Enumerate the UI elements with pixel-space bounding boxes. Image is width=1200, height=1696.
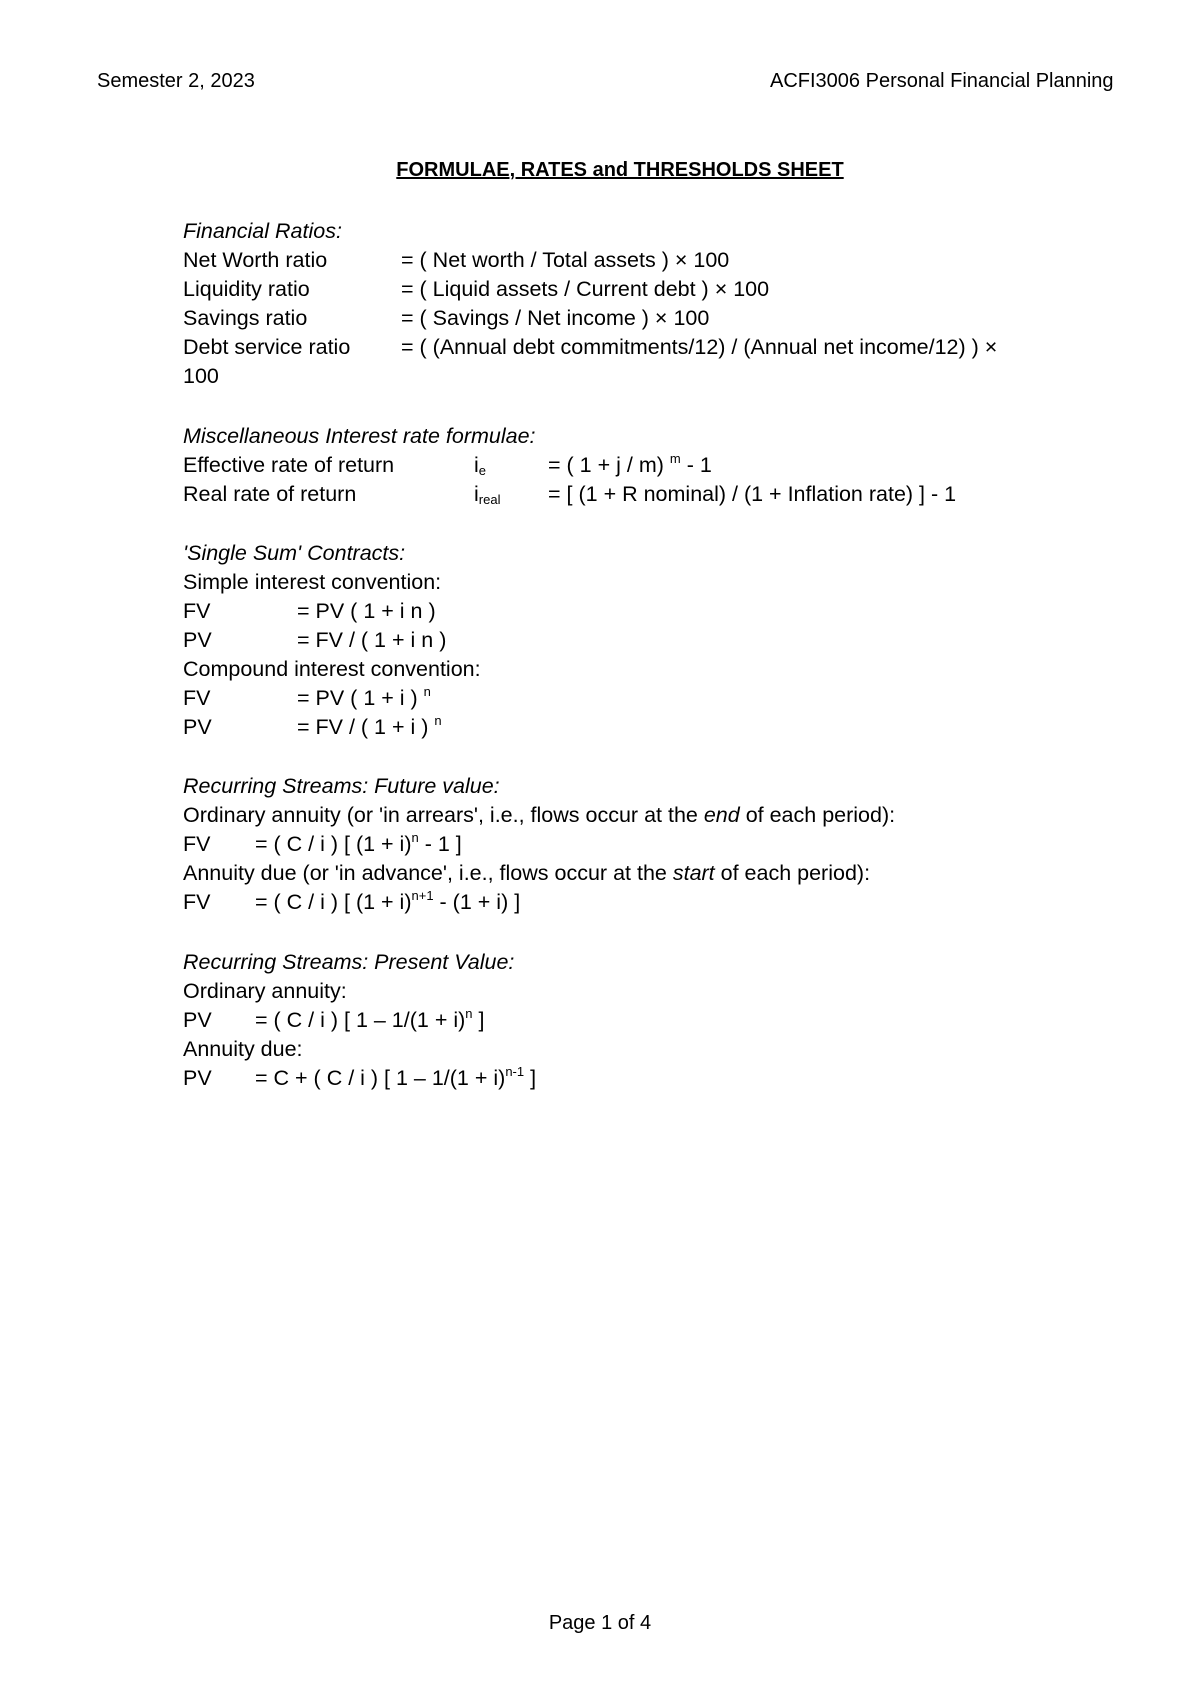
ratio-wrap-text: 100 bbox=[183, 364, 219, 388]
simple-fv-formula: = PV ( 1 + i n ) bbox=[297, 599, 436, 623]
real-rate-symbol: $i_{real}$ bbox=[474, 482, 501, 507]
compound-fv-formula: = PV ( 1 + i ) $^n$ bbox=[297, 684, 431, 710]
ratio-label: Debt service ratio bbox=[183, 335, 351, 359]
ordinary-fv-formula: = ( C / i ) [ $(1 + i)^n - 1$ ] bbox=[255, 830, 462, 856]
header-course: ACFI3006 Personal Financial Planning bbox=[770, 70, 1114, 92]
simple-fv-label: FV bbox=[183, 599, 211, 623]
simple-interest-heading: Simple interest convention: bbox=[183, 570, 442, 594]
compound-pv-formula: = FV / ( 1 + i ) $^n$ bbox=[297, 713, 442, 739]
effective-rate-symbol: $i_e$ bbox=[474, 453, 487, 478]
ordinary-pv-formula: = ( C / i ) [ $1 - 1/(1 + i)^n$ ] bbox=[255, 1006, 485, 1032]
due-pv-label: PV bbox=[183, 1066, 212, 1090]
ratio-label: Liquidity ratio bbox=[183, 277, 310, 301]
real-rate-label: Real rate of return bbox=[183, 482, 357, 506]
page-number: Page 1 of 4 bbox=[548, 1612, 652, 1634]
financial-ratios-heading: Financial Ratios: bbox=[183, 219, 342, 243]
page-title: FORMULAE, RATES and THRESHOLDS SHEET bbox=[396, 159, 844, 181]
interest-heading: Miscellaneous Interest rate formulae: bbox=[183, 424, 536, 448]
ratio-formula: = ( Net worth / Total assets ) × 100 bbox=[401, 248, 730, 272]
real-rate-formula: = [ (1 + R nominal) / (1 + Inflation rate) ] - 1 bbox=[548, 482, 957, 506]
ratio-label: Savings ratio bbox=[183, 306, 308, 330]
compound-pv-label: PV bbox=[183, 715, 212, 739]
effective-rate-formula: = ( 1 + j / m) $^m$ - 1 bbox=[548, 451, 712, 477]
ratio-formula: = ( Savings / Net income ) × 100 bbox=[401, 306, 710, 330]
single-sum-heading: 'Single Sum' Contracts: bbox=[183, 541, 406, 565]
ratio-label: Net Worth ratio bbox=[183, 248, 328, 272]
future-value-heading: Recurring Streams: Future value: bbox=[183, 774, 500, 798]
ratio-formula: = ( (Annual debt commitments/12) / (Annual net income/12) ) × bbox=[401, 335, 998, 359]
ordinary-annuity-heading: Ordinary annuity: bbox=[183, 979, 347, 1003]
effective-rate-label: Effective rate of return bbox=[183, 453, 395, 477]
ordinary-annuity-description: Ordinary annuity (or 'in arrears', i.e., flows occur at the end of each period): bbox=[183, 803, 896, 827]
annuity-due-heading: Annuity due: bbox=[183, 1037, 303, 1061]
due-fv-formula: = ( C / i ) [ $(1 + i)^{n+1} - (1 + i)$ ] bbox=[255, 888, 521, 914]
ratio-formula: = ( Liquid assets / Current debt ) × 100 bbox=[401, 277, 770, 301]
compound-interest-heading: Compound interest convention: bbox=[183, 657, 481, 681]
ordinary-pv-label: PV bbox=[183, 1008, 212, 1032]
due-pv-formula: = C + ( C / i ) [ $1 - 1/(1 + i)^{n-1}$ ] bbox=[255, 1064, 537, 1090]
present-value-heading: Recurring Streams: Present Value: bbox=[183, 950, 515, 974]
header-semester: Semester 2, 2023 bbox=[97, 70, 255, 92]
simple-pv-label: PV bbox=[183, 628, 212, 652]
simple-pv-formula: = FV / ( 1 + i n ) bbox=[297, 628, 447, 652]
annuity-due-description: Annuity due (or 'in advance', i.e., flows occur at the start of each period): bbox=[183, 861, 871, 885]
ordinary-fv-label: FV bbox=[183, 832, 211, 856]
compound-fv-label: FV bbox=[183, 686, 211, 710]
due-fv-label: FV bbox=[183, 890, 211, 914]
